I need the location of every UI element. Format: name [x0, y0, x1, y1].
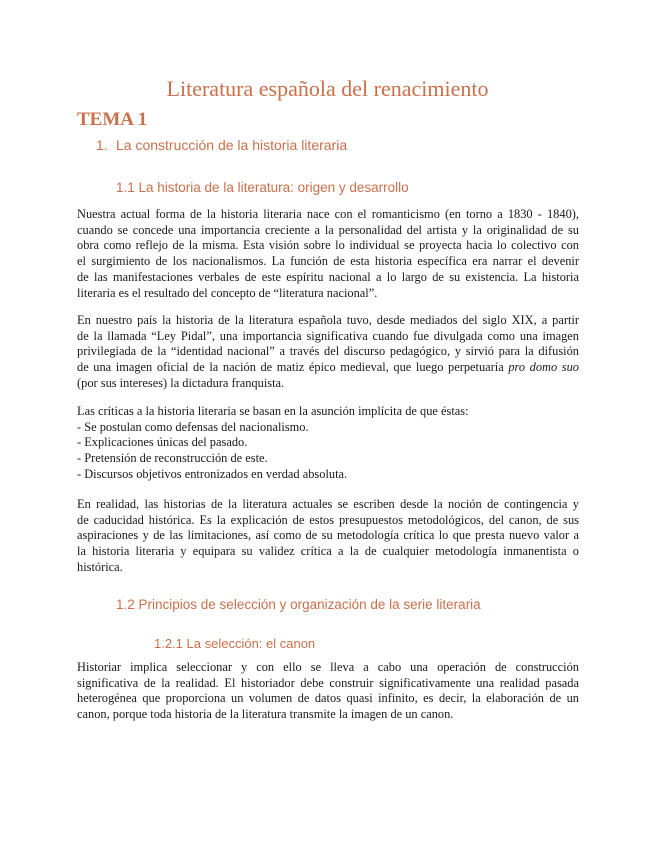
paragraph-line: aspiraciones y de las limitaciones, así como de su metodología crítica lo que presta nuevo valor a: [77, 528, 579, 543]
subsection-1-2-heading: 1.2 Principios de selección y organización de la serie literaria: [116, 597, 481, 612]
criticism-list: [77, 404, 579, 483]
paragraph-line: de caducidad histórica. Es la explicación de estos presupuestos metodológicos, del canon, de sus: [77, 512, 579, 527]
paragraph-line: heterogénea que proporciona un volumen de datos quasi infinito, es decir, la elaboración de un: [77, 691, 579, 706]
section-1-title: La construcción de la historia literaria: [116, 137, 348, 153]
paragraph-line: histórica.: [77, 559, 123, 574]
paragraph-line: el surgimiento de los nacionalismos. La función de esta historia específica era narrar el devenir: [77, 254, 579, 269]
list-item: - Discursos objetivos entronizados en verdad absoluta.: [77, 466, 348, 481]
paragraph-4: [77, 497, 579, 576]
paragraph-line-with-italic: [77, 360, 579, 376]
paragraph-line: Historiar implica seleccionar y con ello se lleva a cabo una operación de construcción: [77, 660, 579, 674]
paragraph-line: (por sus intereses) la dictadura franquista.: [77, 375, 285, 390]
paragraph-2: [77, 313, 579, 392]
list-item: - Se postulan como defensas del nacionalismo.: [77, 419, 309, 434]
paragraph-line: En nuestro país la historia de la literatura española tuvo, desde mediados del siglo XIX, a partir: [77, 313, 579, 327]
section-1-heading: [96, 137, 347, 153]
paragraph-line: de las manifestaciones verbales de este espíritu nacional a lo largo de su existencia. La historia: [77, 269, 579, 284]
subsection-1-1-heading: 1.1 La historia de la literatura: origen y desarrollo: [116, 180, 409, 195]
paragraph-line: canon, porque toda historia de la literatura transmite la imagen de un canon.: [77, 707, 454, 722]
list-intro: Las críticas a la historia literaria se basan en la asunción implícita de que éstas:: [77, 404, 469, 418]
subsection-1-2-1-heading: 1.2.1 La selección: el canon: [154, 636, 316, 651]
paragraph-5: [77, 660, 579, 723]
paragraph-line: literaria es el resultado del concepto de “literatura nacional”.: [77, 285, 378, 300]
list-item: - Explicaciones únicas del pasado.: [77, 435, 248, 450]
paragraph-line: obra como reflejo de la misma. Esta visión sobre lo individual se proyecta hacia lo colectivo con: [77, 238, 579, 253]
section-1-number: 1.: [96, 137, 108, 153]
paragraph-line: privilegiada de la “identidad nacional” a través del discurso pedagógico, y sirvió para la difusión: [77, 344, 579, 359]
document-title: Literatura española del renacimiento: [166, 76, 489, 101]
paragraph-line: En realidad, las historias de la literatura actuales se escriben desde la noción de contingencia y: [77, 497, 579, 511]
paragraph-line: la historia literaria y equipara su validez crítica a la de cualquier metodología inmanentista o: [77, 544, 579, 559]
paragraph-line: significativa de la realidad. El historiador debe construir significativamente una realidad pasada: [77, 675, 579, 690]
tema-heading: TEMA 1: [77, 109, 148, 130]
paragraph-line: de la llamada “Ley Pidal”, una importancia significativa cuando fue divulgada como una imagen: [77, 328, 579, 343]
paragraph-line: Nuestra actual forma de la historia literaria nace con el romanticismo (en torno a 1830 - 1840),: [77, 207, 579, 221]
paragraph-line: cuando se concede una importancia creciente a la personalidad del artista y la originalidad de su: [77, 222, 579, 237]
line-text: de una imagen oficial de la nación de matiz épico medieval, que luego perpetuaría: [77, 360, 509, 375]
list-item: - Pretensión de reconstrucción de este.: [77, 451, 268, 466]
italic-phrase: pro domo suo: [508, 360, 579, 375]
paragraph-1: [77, 207, 579, 301]
